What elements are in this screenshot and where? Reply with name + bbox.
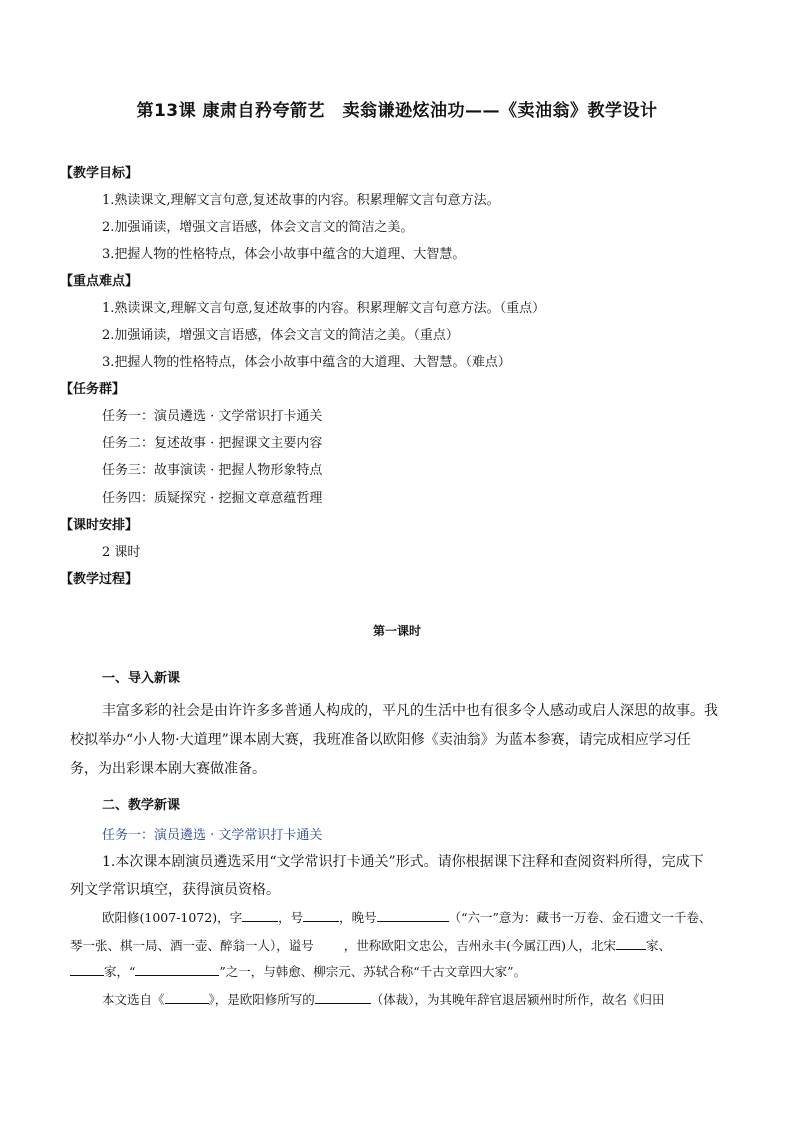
fill-text: ，晚号 (339, 910, 377, 925)
task1-paragraph-line: 列文学常识填空，获得演员资格。 (70, 882, 280, 898)
session-title: 第一课时 (372, 624, 421, 638)
schedule-value: 2 课时 (102, 545, 141, 560)
task-item: 任务一：演员遴选 · 文学常识打卡通关 (102, 409, 323, 424)
task-item: 任务四：质疑探究 · 挖掘文章意蕴哲理 (102, 491, 323, 506)
schedule-heading: 【课时安排】 (60, 518, 139, 533)
fill-text: ，号 (278, 910, 304, 925)
fill-text: （“六一”意为：藏书一万卷、金石遗文一千卷、 (448, 910, 712, 925)
task1-title: 任务一：演员遴选 · 文学常识打卡通关 (102, 828, 323, 843)
fill-line-4 (102, 990, 665, 1008)
goals-heading: 【教学目标】 (60, 166, 139, 181)
process-heading: 【教学过程】 (60, 572, 139, 587)
fill-text: 家，“ (104, 964, 136, 979)
tasks-heading: 【任务群】 (60, 382, 126, 397)
fill-line-1 (102, 908, 711, 926)
blank-pseudonym[interactable] (303, 909, 339, 922)
task-item: 任务二：复述故事 · 把握课文主要内容 (102, 436, 323, 451)
intro-paragraph-line: 丰富多彩的社会是由许许多多普通人构成的，平凡的生活中也有很多令人感动或启人深思的故事。我 (102, 703, 718, 719)
fill-line-3 (70, 962, 526, 980)
keypoint-item: 2.加强诵读，增强文言语感，体会文言文的简洁之美。（重点） (102, 328, 459, 343)
fill-text: ，世称欧阳文忠公，吉州永丰(今属江西)人，北宋 (343, 938, 617, 953)
intro-paragraph-line: 校拟举办“小人物·大道理”课本剧大赛，我班准备以欧阳修《卖油翁》为蓝本参赛，请完成相应学习任 (70, 732, 691, 748)
keypoint-item: 1.熟读课文,理解文言句意,复述故事的内容。积累理解文言句意方法。（重点） (102, 301, 546, 316)
intro-paragraph-line: 务，为出彩课本剧大赛做准备。 (70, 761, 266, 777)
section-intro-heading: 一、导入新课 (102, 671, 181, 686)
task-item: 任务三：故事演读 · 把握人物形象特点 (102, 463, 323, 478)
fill-text: 家、 (646, 938, 672, 953)
blank-courtesy-name[interactable] (242, 909, 278, 922)
fill-text: 本文选自《 (102, 992, 165, 1007)
goal-item: 3.把握人物的性格特点，体会小故事中蕴含的大道理、大智慧。 (102, 247, 466, 262)
goal-item: 2.加强诵读，增强文言语感，体会文言文的简洁之美。 (102, 220, 414, 235)
blank-source-book[interactable] (165, 991, 209, 1004)
fill-text: （体裁），为其晚年辞官退居颍州时所作，故名《归田 (370, 992, 665, 1007)
fill-text: 欧阳修(1007-1072)，字 (102, 910, 243, 925)
keypoint-item: 3.把握人物的性格特点，体会小故事中蕴含的大道理、大智慧。（难点） (102, 355, 511, 370)
blank-group-name[interactable] (135, 963, 219, 976)
goal-item: 1.熟读课文,理解文言句意,复述故事的内容。积累理解文言句意方法。 (102, 193, 500, 208)
fill-text: 》，是欧阳修所写的 (208, 992, 315, 1007)
page-title: 第13课 康肃自矜夸箭艺 卖翁谦逊炫油功——《卖油翁》教学设计 (136, 101, 658, 121)
blank-genre[interactable] (315, 991, 371, 1004)
fill-text: ”之一，与韩愈、柳宗元、苏轼合称“千古文章四大家”。 (219, 964, 527, 979)
fill-text: 琴一张、棋一局、酒一壶、醉翁一人），谥号 (70, 938, 314, 953)
keypoints-heading: 【重点难点】 (60, 274, 139, 289)
section-new-lesson-heading: 二、教学新课 (102, 798, 181, 813)
task1-paragraph-line: 1.本次课本剧演员遴选采用“文学常识打卡通关”形式。请你根据课下注释和查阅资料所得，完成下 (102, 854, 704, 870)
fill-line-2 (70, 936, 671, 954)
blank-late-pseudonym[interactable] (377, 909, 449, 922)
blank-role-1[interactable] (616, 937, 646, 950)
blank-role-2[interactable] (70, 963, 104, 976)
